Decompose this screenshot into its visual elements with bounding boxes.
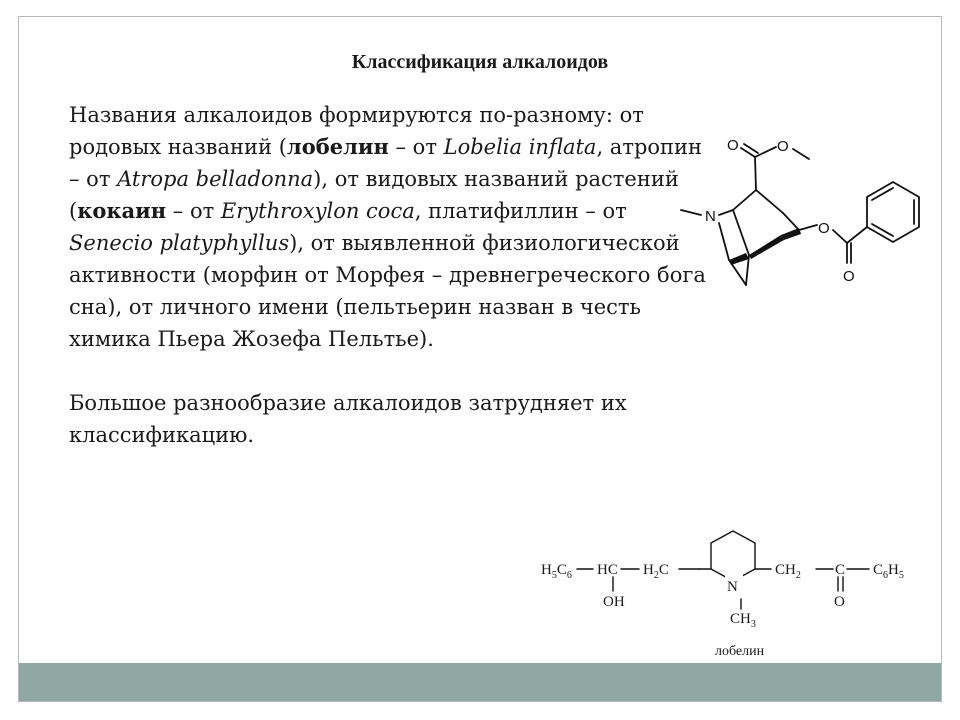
h2c-group: $H_2C$	[643, 562, 669, 581]
text-segment: , атропин – от	[69, 135, 703, 191]
aromatic-bond	[872, 188, 893, 200]
ester-oxygen: O	[777, 138, 789, 155]
term-kokain: кокаин	[77, 198, 167, 223]
paragraph-naming	[69, 99, 709, 355]
carbonyl-carbon: C	[835, 562, 846, 578]
text-segment: – от	[388, 135, 444, 159]
bond	[783, 213, 799, 230]
bond	[756, 190, 783, 213]
wedge-bond	[749, 235, 784, 259]
bond	[733, 190, 756, 210]
species-atropa: Atropa belladonna	[117, 167, 314, 191]
c6h5-group: $C_6H_5$	[873, 562, 904, 581]
bond	[719, 223, 729, 260]
n-atom: N	[705, 208, 716, 225]
paragraph-diversity: Большое разнообразие алкалоидов затрудняет их классификацию.	[69, 391, 627, 447]
cocaine-structure	[671, 135, 943, 293]
oh-group: OH	[603, 594, 625, 610]
benzene-ring	[867, 182, 919, 242]
aromatic-bond	[872, 224, 893, 236]
carbonyl-oxygen: O	[834, 594, 845, 610]
footer-band	[19, 663, 941, 701]
text-segment: ), от выявленной физиологической активности (морфин от Морфея – древнегреческого бога сна), от личного имени (пельтьерин назван в честь химика Пьера Жозефа Пельтье).	[69, 231, 706, 351]
wedge-bond	[729, 253, 749, 265]
hc-group: HC	[597, 562, 618, 578]
piperidine-ring	[711, 531, 755, 581]
benzoyl-carbonyl-oxygen: O	[843, 268, 855, 285]
text-segment: , платифиллин – от	[414, 199, 627, 223]
n-methyl-bond	[681, 210, 701, 215]
carbonyl-oxygen: O	[727, 137, 739, 154]
n-atom: N	[727, 579, 738, 595]
text-segment: – от	[166, 199, 221, 223]
body-text	[69, 99, 709, 451]
bond	[799, 225, 817, 230]
bond	[755, 147, 776, 157]
slide-title: Классификация алкалоидов	[351, 51, 609, 73]
text-segment: ), от видовых названий растений (	[69, 167, 679, 223]
ch2-group: $CH_2$	[775, 562, 801, 581]
ch3-group: $CH_3$	[730, 611, 756, 630]
species-erythroxylon: Erythroxylon coca	[220, 199, 415, 223]
bond	[755, 157, 756, 190]
text-segment: Названия алкалоидов формируются по-разному: от родовых названий (	[69, 103, 644, 159]
species-lobelia: Lobelia inflata	[443, 135, 597, 159]
term-lobelin: лобелин	[286, 134, 389, 159]
bond	[847, 227, 867, 243]
compound-name-lobelin: лобелин	[715, 644, 765, 659]
slide	[18, 16, 942, 702]
bond	[733, 210, 749, 255]
h5c6-group: $H_5C_6$	[541, 562, 572, 581]
lobeline-structure	[531, 515, 931, 665]
methyl-bond	[793, 149, 809, 159]
bond	[833, 230, 847, 243]
wedge-bond	[781, 228, 801, 240]
bond	[719, 210, 733, 215]
benzoyl-ester-oxygen: O	[818, 220, 830, 237]
species-senecio: Senecio platyphyllus	[69, 231, 290, 255]
